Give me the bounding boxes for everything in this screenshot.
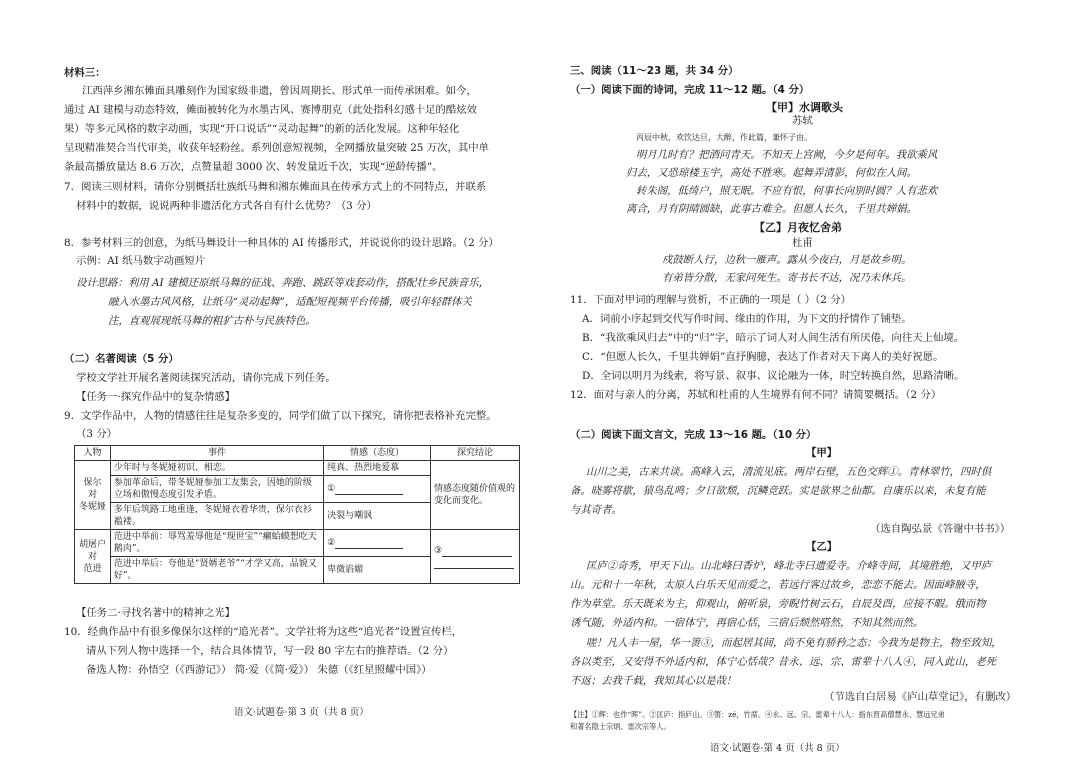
task-1-title: 【任务一·探究作品中的复杂情感】 (76, 391, 236, 403)
design-idea-line: 融入水墨古风风格，让纸马“灵动起舞”，适配短视频平台传播，吸引年轻群体关 (108, 296, 472, 308)
poem-2-author: 杜甫 (792, 237, 813, 249)
question-9: 9．文学作品中，人物的情感往往是复杂多变的，同学们做了以下探究，请你把表格补充完整。 (64, 410, 497, 422)
text-jia-line: 与其奇者。 (570, 504, 622, 516)
emotion-cell: 决裂与嘲讽 (324, 503, 431, 530)
table-header: 情感（态度） (324, 446, 431, 461)
conclusion-cell: 情感态度随价值观的变化而变化。 (430, 461, 519, 530)
blank-2-input[interactable] (335, 539, 403, 549)
text-jia-label: 【甲】 (806, 447, 838, 459)
section-2-intro: 学校文学社开展名著阅读探究活动，请你完成下列任务。 (76, 372, 336, 384)
poem-1-author: 苏轼 (792, 115, 813, 127)
emotion-cell: 纯真、热烈地爱慕 (324, 461, 431, 476)
annotation-note: 和著名隐士宗炳、雷次宗等人。 (570, 722, 671, 731)
blank-2-label: ② (327, 538, 336, 548)
candidate-list: 备选人物：孙悟空（《西游记》） 简·爱（《简·爱》） 朱德（《红星照耀中国》） (86, 664, 432, 676)
poem-line: 归去，又恐琼楼玉宇，高处不胜寒。起舞弄清影，何似在人间。 (626, 167, 917, 179)
event-cell: 多年后筑路工地重逢，冬妮娅衣着华贵，保尔衣衫褴褛。 (110, 503, 323, 530)
blank-3-input[interactable] (442, 547, 512, 557)
poem-line: 戍鼓断人行，边秋一雁声。露从今夜白，月是故乡明。 (662, 254, 912, 266)
design-idea-line: 设计思路：利用 AI 建模还原纸马舞的征战、奔跑、跳跃等戏套动作，搭配壮乡民族音乐， (76, 277, 490, 289)
text-yi-line: 不返；去我千载，我知其心以是哉！ (570, 675, 737, 687)
text-yi-line: 匡庐②奇秀，甲天下山。山北峰曰香炉，峰北寺曰遗爱寺。介峰寺间，其境胜绝，又甲庐 (586, 560, 992, 572)
poem-line: 明月几时有？把酒问青天。不知天上宫阙，今夕是何年。我欲乘风 (636, 149, 938, 161)
blank-3-label: ③ (433, 545, 443, 556)
text-jia-line: 备。晓雾将歇，猿鸟乱鸣；夕日欲颓，沉鳞竞跃。实是欲界之仙都。自康乐以来，未复有能 (570, 485, 986, 497)
material3-line: 通过 AI 建模与动态特效，傩面被转化为水墨古风、赛博朋克（此处指科幻感十足的酷炫效 (64, 104, 478, 116)
right-page (540, 0, 1080, 762)
text-jia-source: （选自陶弘景《答谢中书书》） (870, 523, 1011, 535)
question-11: 11．下面对甲词的理解与赏析，不正确的一项是（ ）（2 分） (570, 294, 852, 306)
text-yi-source: （节选自白居易《庐山草堂记》，有删改） (824, 691, 1017, 703)
event-cell: 少年时与冬妮娅初识、相恋。 (110, 461, 323, 476)
option-c: C．“但愿人长久，千里共婵娟”直抒胸臆，表达了作者对天下离人的美好祝愿。 (582, 351, 944, 363)
table-header-row (75, 446, 520, 461)
text-yi-line: 各以类至，又安得不外适内和，体宁心恬哉？昔永、远、宗、雷辈十八人④，同入此山，老死 (570, 656, 997, 668)
text-yi-line: 诱气随，外适内和。一宿体宁，再宿心恬，三宿后颓然嗒然，不知其然而然。 (570, 617, 924, 629)
person-cell: 胡屠户 对 范进 (75, 530, 111, 584)
question-8-example: 示例：AI 纸马数字动画短片 (76, 255, 206, 267)
blank-1-label: ① (327, 484, 336, 494)
material3-line: 江西萍乡湘东傩面具雕刻作为国家级非遗，曾因周期长、形式单一而传承困难。如今， (82, 85, 477, 97)
task-2-title: 【任务二·寻找名著中的精神之光】 (76, 607, 236, 619)
table-header: 探究结论 (430, 446, 519, 461)
poem-line: 有弟皆分散，无家问死生。寄书长不达，况乃未休兵。 (662, 272, 912, 284)
material3-line: 呈现精准契合当代审美，收获年轻粉丝。系列创意短视频，全网播放量突破 25 万次，其中单 (64, 142, 490, 154)
person-cell: 保尔 对 冬妮娅 (75, 461, 111, 530)
character-emotion-table (74, 445, 520, 584)
question-7: 7．阅读三则材料，请你分别概括壮族纸马舞和湘东傩面具在传承方式上的不同特点，并联系 (64, 181, 487, 193)
text-yi-label: 【乙】 (806, 541, 838, 553)
page-footer: 语文·试题卷·第 3 页（共 8 页） (234, 707, 369, 718)
emotion-cell (324, 476, 431, 503)
sub-1-heading: （一）阅读下面的诗词，完成 11～12 题。（4 分） (570, 84, 810, 96)
event-cell: 范进中举后：夸他是“贤婿老爷”“才学又高，品貌又好”。 (110, 557, 323, 584)
design-idea-line: 注，直观展现纸马舞的粗犷古朴与民族特色。 (108, 315, 316, 327)
material3-line: 果）等多元风格的数字动画，实现“开口说话”“灵动起舞”的新的活化发展。这种年轻化 (64, 123, 460, 135)
sub-2-heading: （二）阅读下面文言文，完成 13～16 题。（10 分） (570, 429, 817, 441)
poem-line: 转朱阁，低绮户，照无眠。不应有恨，何事长向别时圆？人有悲欢 (636, 185, 938, 197)
question-10: 10．经典作品中有很多像保尔这样的“追光者”。文学社将为这些“追光者”设置宣传栏， (64, 626, 463, 638)
section-3-heading: 三、阅读（11～23 题，共 34 分） (570, 65, 739, 77)
blank-1-input[interactable] (335, 485, 403, 495)
section-2-title: （二）名著阅读（5 分） (64, 353, 179, 365)
poem-2-title: 【乙】月夜忆舍弟 (754, 221, 842, 234)
page-footer: 语文·试题卷·第 4 页（共 8 页） (710, 743, 845, 754)
question-7: 材料中的数据，说说两种非遗活化方式各自有什么优势？（3 分） (76, 200, 377, 212)
material3-heading: 材料三： (64, 67, 106, 79)
text-yi-line: 作为草堂。乐天既来为主，仰观山，俯听泉，旁睨竹树云石，自辰及酉，应接不暇。俄而物 (570, 598, 986, 610)
text-yi-line: 嗟！凡人丰一屋，华一箦③，而起居其间，尚不免有骄矜之态；今我为是物主，物至致知， (586, 637, 1002, 649)
poem-1-preface: 丙辰中秋，欢饮达旦，大醉，作此篇，兼怀子由。 (636, 133, 812, 142)
table-header: 人物 (75, 446, 111, 461)
table-row (75, 530, 520, 557)
question-10: 请从下列人物中选择一个，结合具体情节，写一段 80 字左右的推荐语。（2 分） (86, 645, 454, 657)
option-a: A．词前小序起到交代写作时间、缘由的作用，为下文的抒情作了铺垫。 (582, 313, 912, 325)
option-b: B．“我欲乘风归去”中的“归”字，暗示了词人对人间生活有所厌倦，向往天上仙境。 (582, 332, 965, 344)
table-header: 事件 (110, 446, 323, 461)
poem-line: 离合，月有阴晴圆缺，此事古难全。但愿人长久，千里共婵娟。 (626, 203, 917, 215)
emotion-cell (324, 530, 431, 557)
question-12: 12．面对与亲人的分离，苏轼和杜甫的人生境界有何不同？请简要概括。（2 分） (570, 389, 942, 401)
question-9: （3 分） (76, 428, 118, 440)
event-cell: 范进中举前：辱骂羞辱他是“现世宝”“癞蛤蟆想吃天鹅肉”。 (110, 530, 323, 557)
material3-line: 条最高播放量达 8.6 万次，点赞量超 3000 次、转发量近千次，实现“逆龄传播”。 (64, 161, 443, 173)
text-jia-line: 山川之美，古来共谈。高峰入云，清流见底。两岸石壁，五色交辉①。青林翠竹，四时俱 (586, 466, 992, 478)
question-8: 8．参考材料三的创意，为纸马舞设计一种具体的 AI 传播形式，并说说你的设计思路。（2 分） (64, 237, 499, 249)
blank-3-input[interactable] (434, 559, 514, 569)
table-row (75, 461, 520, 476)
conclusion-cell (430, 530, 519, 584)
option-d: D．全词以明月为线索，将写景、叙事、议论融为一体，时空转换自然，思路清晰。 (582, 370, 965, 382)
emotion-cell: 卑微谄媚 (324, 557, 431, 584)
text-yi-line: 山。元和十一年秋，太原人白乐天见而爱之，若远行客过故乡，恋恋不能去。因面峰腋寺， (570, 579, 986, 591)
annotation-note: 【注】①辉：也作“晖”。②匡庐：指庐山。③箦：zé，竹席。④永、远、宗、雷辈十八人：指东晋高僧慧永、慧远兄弟 (570, 710, 945, 719)
event-cell: 参加革命后，带冬妮娅参加工友集会，因她的阶级立场和傲慢态度引发矛盾。 (110, 476, 323, 503)
poem-1-title: 【甲】水调歌头 (766, 101, 843, 114)
